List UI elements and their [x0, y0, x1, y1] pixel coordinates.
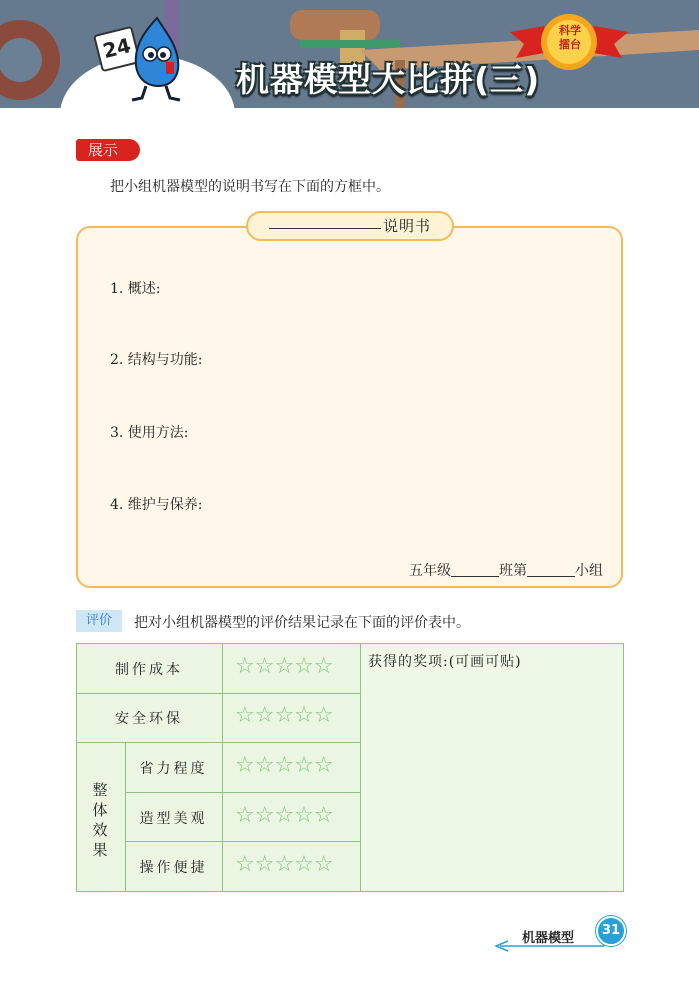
signature-grade: 五年级: [409, 563, 451, 579]
manual-title: [246, 211, 454, 241]
rating-stars-appearance[interactable]: ☆☆☆☆☆: [235, 803, 334, 828]
footer-chapter-label: 机器模型: [522, 931, 575, 946]
rating-stars-safety[interactable]: ☆☆☆☆☆: [235, 703, 334, 728]
overall-effect-char: 果: [92, 841, 108, 859]
show-section-tag: 展示: [76, 139, 140, 161]
eval-section-tag: 评价: [76, 610, 122, 632]
column-badge-line2: 擂台: [559, 38, 581, 51]
rating-stars-cost[interactable]: ☆☆☆☆☆: [235, 654, 334, 679]
manual-item-overview: 1. 概述:: [110, 281, 161, 297]
lesson-number-badge: 24: [93, 26, 141, 73]
manual-item-maintenance: 4. 维护与保养:: [110, 497, 203, 513]
rating-stars-effort[interactable]: ☆☆☆☆☆: [235, 753, 334, 778]
row-label-operation: 操作便捷: [139, 860, 208, 876]
eval-instruction: 把对小组机器模型的评价结果记录在下面的评价表中。: [134, 615, 470, 631]
manual-title-text: 说明书: [382, 217, 431, 235]
table-divider: [222, 644, 223, 891]
mascot-icon: [122, 14, 192, 104]
row-label-appearance: 造型美观: [139, 811, 208, 827]
rating-stars-operation[interactable]: ☆☆☆☆☆: [235, 852, 334, 877]
table-divider: [125, 792, 360, 793]
table-divider: [77, 742, 360, 743]
overall-effect-char: 整: [92, 781, 108, 799]
award-area[interactable]: [361, 644, 623, 891]
row-label-cost: 制作成本: [115, 662, 183, 678]
group-number-blank[interactable]: [527, 562, 575, 577]
manual-item-structure: 2. 结构与功能:: [110, 352, 203, 368]
award-label: 获得的奖项:(可画可贴): [368, 654, 522, 670]
row-label-safety: 安全环保: [115, 711, 183, 727]
model-name-blank[interactable]: [269, 213, 381, 229]
table-divider: [125, 841, 360, 842]
overall-effect-char: 体: [92, 801, 108, 819]
page-title: 机器模型大比拼(三): [236, 60, 541, 99]
signature-group: 小组: [575, 563, 603, 579]
overall-effect-char: 效: [92, 821, 108, 839]
column-badge-line1: 科学: [559, 24, 581, 37]
manual-item-usage: 3. 使用方法:: [110, 425, 189, 441]
signature-class: 班第: [499, 563, 527, 579]
page-number: 31: [596, 916, 626, 946]
table-divider: [77, 693, 360, 694]
row-label-effort: 省力程度: [139, 761, 208, 777]
overall-effect-label: [90, 780, 110, 860]
class-blank[interactable]: [451, 562, 499, 577]
group-signature: [409, 560, 603, 580]
column-badge-text: [548, 24, 592, 52]
show-instruction: 把小组机器模型的说明书写在下面的方框中。: [110, 179, 390, 195]
